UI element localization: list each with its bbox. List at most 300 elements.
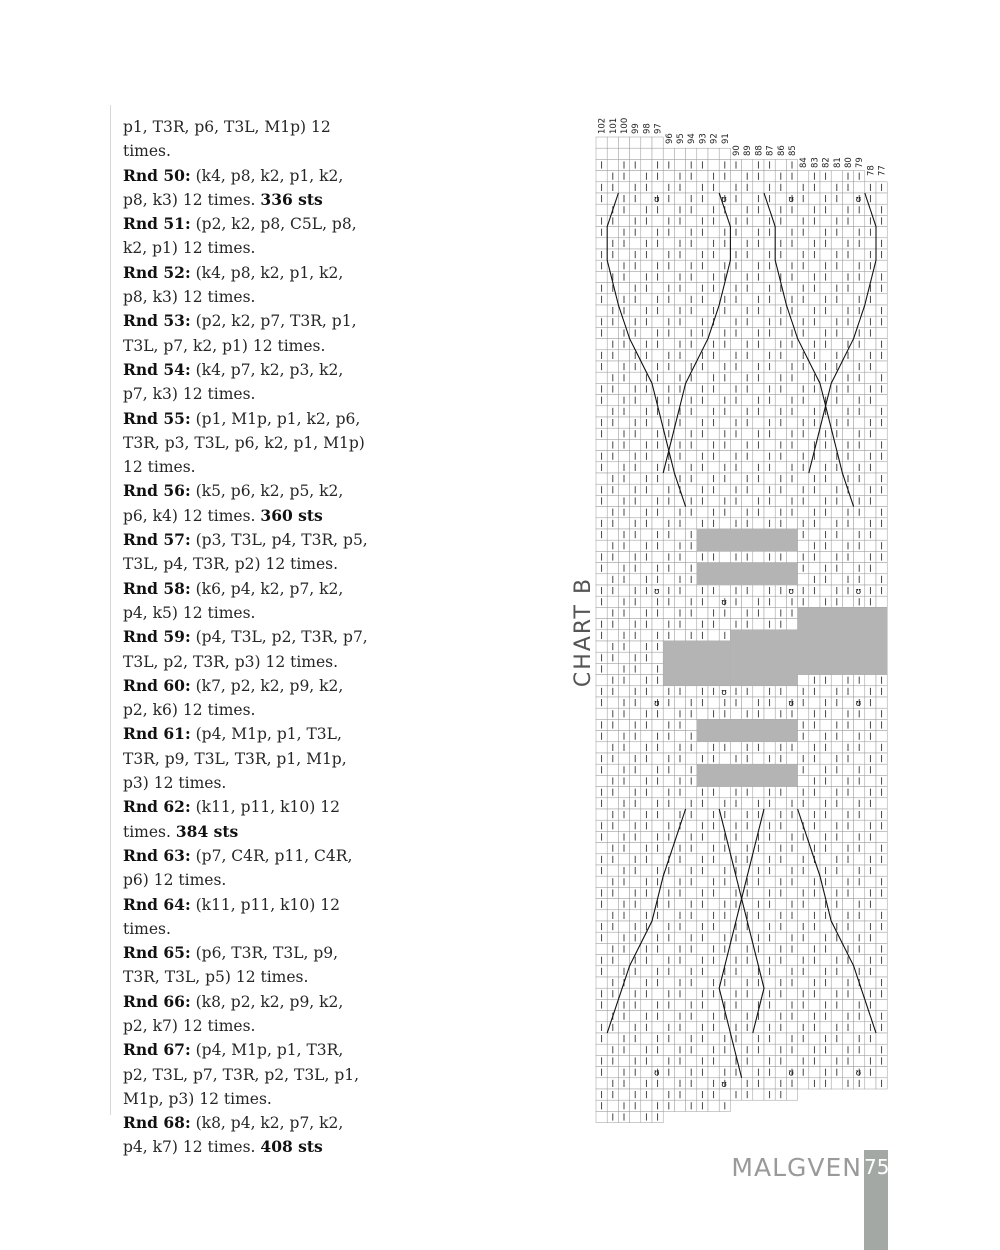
- row-number: 84: [799, 157, 810, 168]
- chart-cell: [831, 910, 842, 921]
- chart-cell: [775, 697, 786, 708]
- chart-cell: [618, 182, 629, 193]
- row-number: 82: [821, 157, 832, 168]
- chart-cell: [686, 988, 697, 999]
- chart-cell: [820, 1022, 831, 1033]
- chart-cell: [641, 697, 652, 708]
- chart-cell: [809, 999, 820, 1010]
- chart-cell: [865, 473, 876, 484]
- chart-cell: [730, 1078, 741, 1089]
- chart-cell: [764, 473, 775, 484]
- chart-cell: [820, 787, 831, 798]
- chart-cell: [742, 294, 753, 305]
- chart-cell: [686, 148, 697, 159]
- chart-cell: [641, 137, 652, 148]
- chart-cell: [697, 406, 708, 417]
- chart-cell: [641, 831, 652, 842]
- chart-cell: [876, 831, 887, 842]
- chart-cell: [831, 1011, 842, 1022]
- chart-cell: [730, 473, 741, 484]
- chart-cell: [865, 1044, 876, 1055]
- round-instruction: [123, 893, 368, 942]
- chart-cell: [607, 663, 618, 674]
- chart-cell: [876, 529, 887, 540]
- chart-cell: [753, 787, 764, 798]
- chart-cell: [764, 708, 775, 719]
- chart-cell: [775, 831, 786, 842]
- chart-cell: [686, 182, 697, 193]
- chart-cell: [865, 876, 876, 887]
- chart-cell: [798, 339, 809, 350]
- chart-cell: [798, 843, 809, 854]
- chart-cell: [764, 271, 775, 282]
- chart-cell: [842, 731, 853, 742]
- pattern-instructions: [123, 115, 368, 1160]
- chart-cell: [630, 439, 641, 450]
- chart-cell: [686, 1089, 697, 1100]
- chart-cell: [652, 1022, 663, 1033]
- chart-cell: [809, 831, 820, 842]
- chart-cell: [719, 1089, 730, 1100]
- chart-cell: [798, 977, 809, 988]
- stitch-symbol: ʊ: [654, 195, 660, 205]
- chart-cell: [641, 529, 652, 540]
- row-number: 80: [844, 157, 854, 168]
- chart-cell: [865, 742, 876, 753]
- chart-cell: [876, 697, 887, 708]
- chart-cell: [786, 451, 797, 462]
- chart-cell: [831, 507, 842, 518]
- round-instruction: [123, 1111, 368, 1160]
- row-number: 93: [698, 133, 709, 144]
- chart-cell: [618, 955, 629, 966]
- chart-cell: [630, 148, 641, 159]
- chart-cell: [842, 563, 853, 574]
- chart-cell: [618, 753, 629, 764]
- chart-cell: [630, 204, 641, 215]
- chart-cell: [876, 395, 887, 406]
- chart-cell: [641, 495, 652, 506]
- chart-cell: [686, 955, 697, 966]
- chart-cell: [820, 551, 831, 562]
- chart-cell: [686, 350, 697, 361]
- round-text: (k11, p11, k10) 12 times.: [123, 798, 340, 841]
- round-instruction: [123, 844, 368, 893]
- chart-cell: [618, 585, 629, 596]
- chart-cell: [686, 887, 697, 898]
- chart-cell: [831, 540, 842, 551]
- chart-cell: [831, 473, 842, 484]
- stitch-symbol: ʊ: [855, 195, 862, 205]
- chart-cell: [831, 843, 842, 854]
- chart-cell: [596, 1044, 607, 1055]
- chart-cell: [786, 551, 797, 562]
- chart-cell: [708, 1033, 719, 1044]
- chart-cell: [742, 831, 753, 842]
- chart-cell: [730, 943, 741, 954]
- chart-cell: [697, 339, 708, 350]
- round-label: Rnd 60:: [123, 675, 191, 695]
- chart-cell: [618, 887, 629, 898]
- chart-cell: [876, 731, 887, 742]
- chart-cell: [697, 876, 708, 887]
- chart-cell: [663, 977, 674, 988]
- chart-cell: [742, 159, 753, 170]
- chart-cell: [842, 932, 853, 943]
- row-number: 83: [810, 157, 821, 168]
- chart-cell: [663, 1044, 674, 1055]
- chart-cell: [742, 361, 753, 372]
- chart-cell: [663, 607, 674, 618]
- chart-cell: [708, 966, 719, 977]
- chart-cell: [876, 798, 887, 809]
- chart-cell: [876, 1033, 887, 1044]
- chart-cell: [842, 798, 853, 809]
- chart-cell: [775, 932, 786, 943]
- chart-cell: [607, 563, 618, 574]
- chart-cell: [618, 283, 629, 294]
- chart-cell: [742, 798, 753, 809]
- chart-cell: [865, 372, 876, 383]
- round-label: Rnd 52:: [123, 262, 191, 282]
- chart-cell: [775, 227, 786, 238]
- round-label: Rnd 63:: [123, 845, 191, 865]
- chart-cell: [820, 753, 831, 764]
- chart-cell: [686, 585, 697, 596]
- chart-cell: [730, 708, 741, 719]
- chart-cell: [809, 596, 820, 607]
- chart-cell: [663, 876, 674, 887]
- chart-cell: [630, 843, 641, 854]
- chart-cell: [753, 350, 764, 361]
- chart-cell: [630, 372, 641, 383]
- chart-cell: [775, 462, 786, 473]
- chart-cell: [854, 820, 865, 831]
- chart-cell: [618, 1022, 629, 1033]
- row-number: 98: [642, 123, 653, 134]
- chart-cell: [854, 686, 865, 697]
- stitch-symbol: ʊ: [721, 1079, 727, 1090]
- chart-cell: [596, 473, 607, 484]
- chart-cell: [842, 529, 853, 540]
- chart-cell: [686, 383, 697, 394]
- chart-cell: [742, 428, 753, 439]
- chart-cell: [607, 899, 618, 910]
- chart-cell: [764, 876, 775, 887]
- chart-cell: [630, 137, 641, 148]
- chart-cell: [641, 865, 652, 876]
- chart-cell: [630, 271, 641, 282]
- chart-cell: [596, 708, 607, 719]
- chart-cell: [842, 395, 853, 406]
- chart-cell: [798, 473, 809, 484]
- chart-cell: [697, 843, 708, 854]
- chart-cell: [809, 764, 820, 775]
- chart-cell: [775, 395, 786, 406]
- chart-cell: [820, 518, 831, 529]
- chart-cell: [775, 193, 786, 204]
- chart-cell: [686, 619, 697, 630]
- chart-cell: [686, 854, 697, 865]
- chart-cell: [686, 484, 697, 495]
- chart-cell: [809, 227, 820, 238]
- chart-cell: [708, 428, 719, 439]
- chart-cell: [596, 1111, 607, 1122]
- chart-cell: [820, 350, 831, 361]
- chart-cell: [663, 809, 674, 820]
- chart-cell: [708, 899, 719, 910]
- chart-cell: [618, 451, 629, 462]
- chart-cell: [753, 249, 764, 260]
- chart-cell: [697, 1078, 708, 1089]
- chart-cell: [630, 977, 641, 988]
- chart-cell: [809, 932, 820, 943]
- chart-cell: [842, 999, 853, 1010]
- chart-cell: [607, 865, 618, 876]
- chart-cell: [786, 619, 797, 630]
- chart-cell: [708, 495, 719, 506]
- stitch-symbol: ʊ: [855, 1068, 862, 1079]
- chart-cell: [641, 227, 652, 238]
- chart-cell: [854, 787, 865, 798]
- chart-cell: [831, 1044, 842, 1055]
- round-instruction: [123, 528, 368, 577]
- round-label: Rnd 62:: [123, 797, 191, 817]
- chart-cell: [753, 316, 764, 327]
- chart-cell: [842, 462, 853, 473]
- chart-b: [560, 112, 900, 1132]
- chart-cell: [876, 294, 887, 305]
- chart-cell: [630, 1011, 641, 1022]
- chart-cell: [596, 540, 607, 551]
- chart-cell: [630, 1111, 641, 1122]
- chart-cell: [641, 428, 652, 439]
- round-text: (p3, T3L, p4, T3R, p5, T3L, p4, T3R, p2) 12 times.: [123, 531, 368, 574]
- chart-cell: [630, 406, 641, 417]
- chart-cell: [730, 843, 741, 854]
- chart-cell: [798, 507, 809, 518]
- chart-cell: [854, 451, 865, 462]
- chart-cell: [708, 999, 719, 1010]
- chart-cell: [753, 383, 764, 394]
- chart-cell: [596, 238, 607, 249]
- chart-cell: [753, 551, 764, 562]
- chart-cell: [831, 171, 842, 182]
- chart-cell: [753, 1089, 764, 1100]
- stitch-symbol: ʊ: [721, 598, 727, 609]
- chart-cell: [842, 1033, 853, 1044]
- round-label: Rnd 51:: [123, 214, 191, 234]
- chart-cell: [854, 921, 865, 932]
- chart-cell: [842, 865, 853, 876]
- chart-cell: [652, 619, 663, 630]
- chart-cell: [876, 865, 887, 876]
- chart-cell: [663, 271, 674, 282]
- chart-cell: [865, 507, 876, 518]
- stitch-symbol: ʊ: [788, 1068, 794, 1079]
- chart-cell: [876, 193, 887, 204]
- chart-cell: [674, 596, 685, 607]
- chart-cell: [820, 182, 831, 193]
- round-label: Rnd 65:: [123, 943, 191, 963]
- chart-cell: [820, 451, 831, 462]
- chart-cell: [630, 943, 641, 954]
- round-label: Rnd 67:: [123, 1040, 191, 1060]
- chart-cell: [865, 238, 876, 249]
- chart-cell: [641, 798, 652, 809]
- chart-cell: [641, 1033, 652, 1044]
- chart-cell: [842, 831, 853, 842]
- chart-cell: [786, 887, 797, 898]
- chart-cell: [686, 921, 697, 932]
- chart-cell: [798, 574, 809, 585]
- page-number: 75: [864, 1155, 890, 1179]
- row-number: 88: [754, 145, 765, 156]
- chart-cell: [775, 966, 786, 977]
- round-text: p1, T3R, p6, T3L, M1p) 12 times.: [123, 118, 331, 161]
- chart-cell: [831, 271, 842, 282]
- chart-cell: [652, 518, 663, 529]
- chart-cell: [596, 843, 607, 854]
- chart-cell: [876, 563, 887, 574]
- chart-cell: [618, 383, 629, 394]
- chart-cell: [764, 742, 775, 753]
- row-number: 81: [832, 157, 843, 168]
- chart-cell: [686, 215, 697, 226]
- chart-cell: [663, 742, 674, 753]
- chart-cell: [854, 283, 865, 294]
- chart-cell: [865, 809, 876, 820]
- chart-cell: [697, 148, 708, 159]
- round-instruction: [123, 1038, 368, 1111]
- chart-cell: [618, 1089, 629, 1100]
- chart-cell: [663, 406, 674, 417]
- chart-cell: [663, 943, 674, 954]
- round-text: (k4, p7, k2, p3, k2, p7, k3) 12 times.: [123, 360, 344, 404]
- chart-cell: [798, 171, 809, 182]
- chart-cell: [798, 742, 809, 753]
- chart-cell: [876, 495, 887, 506]
- chart-cell: [854, 383, 865, 394]
- chart-cell: [596, 943, 607, 954]
- chart-cell: [596, 406, 607, 417]
- chart-cell: [730, 607, 741, 618]
- chart-cell: [674, 764, 685, 775]
- chart-cell: [798, 204, 809, 215]
- chart-cell: [641, 932, 652, 943]
- chart-cell: [686, 249, 697, 260]
- chart-cell: [630, 238, 641, 249]
- chart-cell: [663, 1078, 674, 1089]
- chart-cell: [865, 406, 876, 417]
- chart-cell: [663, 775, 674, 786]
- chart-cell: [663, 473, 674, 484]
- chart-cell: [630, 641, 641, 652]
- chart-cell: [686, 1022, 697, 1033]
- shaded-block: [663, 641, 730, 686]
- chart-cell: [630, 675, 641, 686]
- chart-cell: [697, 809, 708, 820]
- chart-cell: [652, 955, 663, 966]
- chart-cell: [652, 652, 663, 663]
- chart-cell: [618, 686, 629, 697]
- row-number: 99: [631, 123, 642, 134]
- footer-title: MALGVEN: [731, 1153, 862, 1182]
- chart-cell: [607, 697, 618, 708]
- chart-cell: [730, 406, 741, 417]
- chart-cell: [719, 1055, 730, 1066]
- chart-cell: [596, 977, 607, 988]
- chart-cell: [652, 988, 663, 999]
- chart-cell: [607, 831, 618, 842]
- chart-cell: [596, 607, 607, 618]
- chart-cell: [607, 227, 618, 238]
- chart-cell: [607, 462, 618, 473]
- chart-cell: [786, 1055, 797, 1066]
- chart-cell: [798, 910, 809, 921]
- chart-cell: [618, 921, 629, 932]
- chart-cell: [786, 955, 797, 966]
- chart-cell: [876, 361, 887, 372]
- chart-cell: [775, 899, 786, 910]
- chart-cell: [775, 159, 786, 170]
- chart-cell: [719, 551, 730, 562]
- chart-cell: [742, 462, 753, 473]
- chart-cell: [596, 148, 607, 159]
- chart-cell: [876, 999, 887, 1010]
- chart-cell: [618, 350, 629, 361]
- round-label: Rnd 53:: [123, 311, 191, 331]
- chart-cell: [764, 1044, 775, 1055]
- chart-cell: [618, 148, 629, 159]
- chart-cell: [686, 283, 697, 294]
- chart-cell: [697, 943, 708, 954]
- chart-cell: [607, 798, 618, 809]
- chart-cell: [854, 719, 865, 730]
- chart-cell: [652, 350, 663, 361]
- chart-cell: [775, 1033, 786, 1044]
- chart-cell: [742, 966, 753, 977]
- chart-cell: [730, 977, 741, 988]
- chart-cell: [663, 1011, 674, 1022]
- chart-cell: [596, 675, 607, 686]
- row-number: 86: [776, 145, 787, 156]
- chart-cell: [607, 1067, 618, 1078]
- chart-cell: [697, 507, 708, 518]
- chart-cell: [798, 305, 809, 316]
- round-label: Rnd 54:: [123, 359, 191, 379]
- chart-cell: [798, 238, 809, 249]
- chart-cell: [831, 675, 842, 686]
- chart-cell: [753, 585, 764, 596]
- chart-cell: [652, 451, 663, 462]
- chart-cell: [618, 820, 629, 831]
- chart-cell: [607, 159, 618, 170]
- chart-cell: [753, 887, 764, 898]
- chart-cell: [686, 518, 697, 529]
- chart-cell: [798, 1044, 809, 1055]
- round-instruction: [123, 115, 368, 164]
- chart-cell: [686, 753, 697, 764]
- chart-cell: [798, 271, 809, 282]
- chart-cell: [708, 260, 719, 271]
- chart-cell: [719, 316, 730, 327]
- chart-cell: [652, 283, 663, 294]
- chart-cell: [865, 540, 876, 551]
- chart-cell: [674, 193, 685, 204]
- chart-cell: [775, 596, 786, 607]
- chart-cell: [753, 451, 764, 462]
